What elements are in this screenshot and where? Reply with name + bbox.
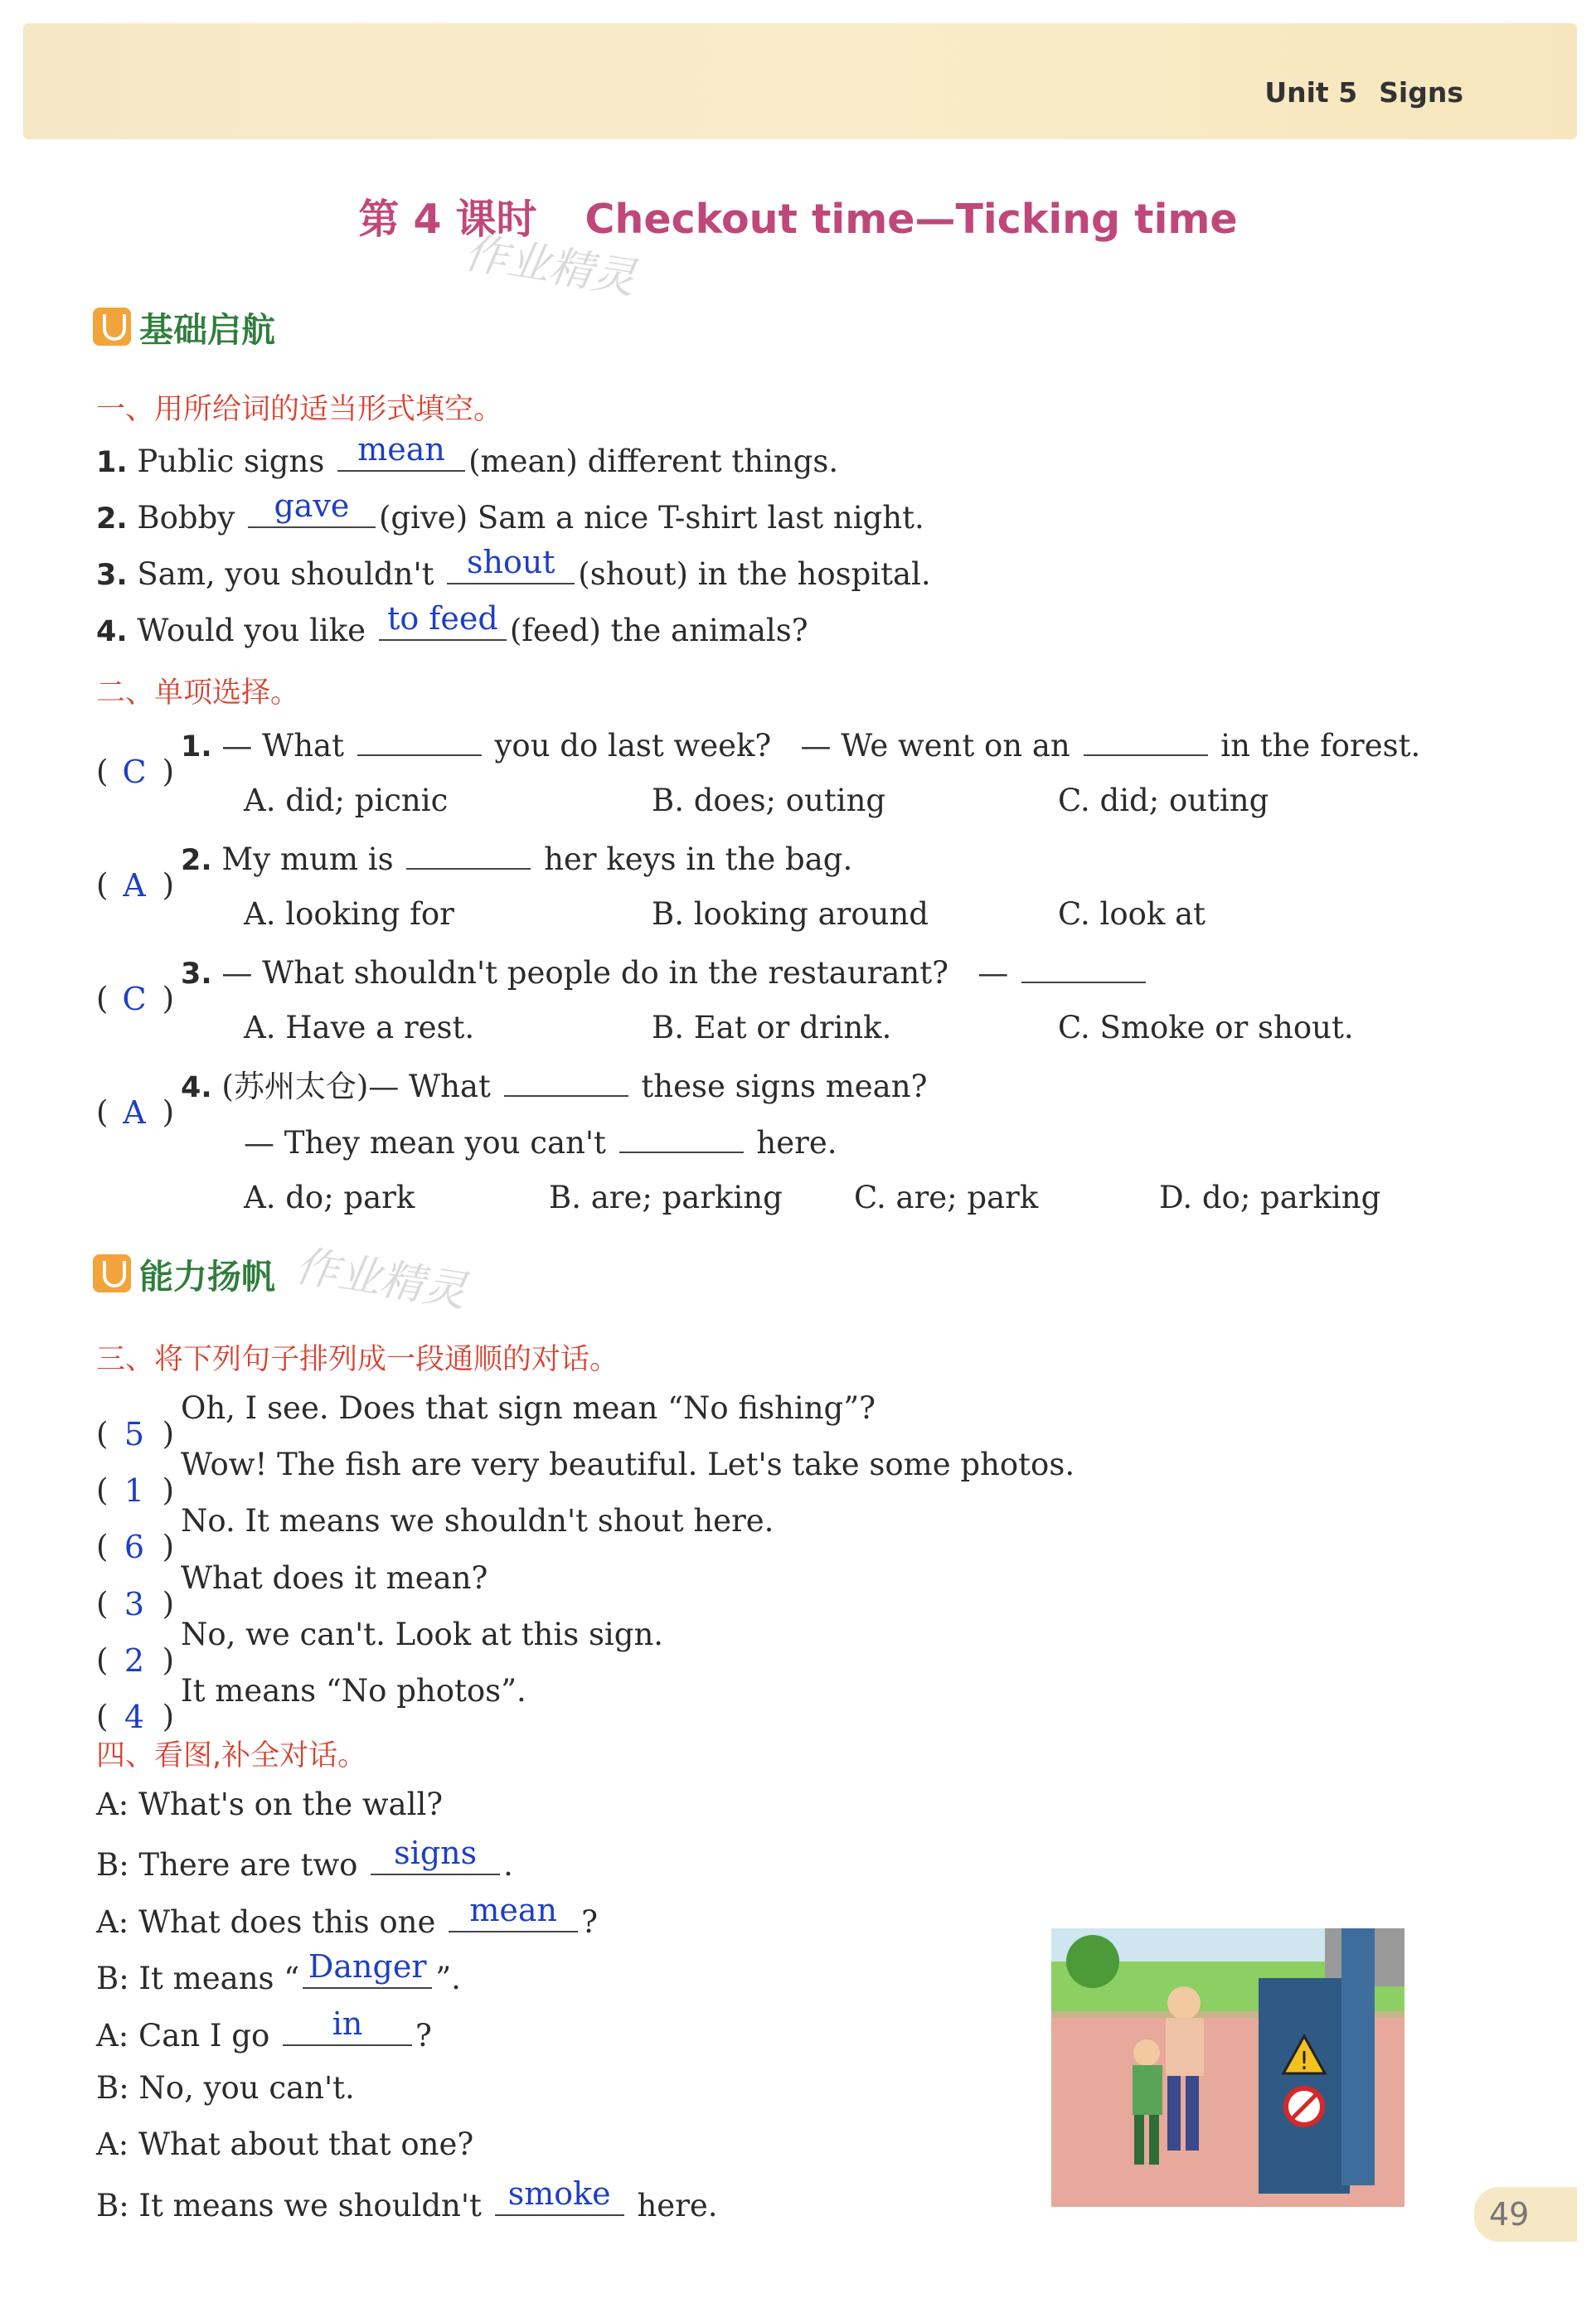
order-item-1: ( 5 ) Oh, I see. Does that sign mean “No fishing”? (96, 1390, 876, 1452)
part1-heading: 一、用所给词的适当形式填空。 (96, 393, 503, 426)
scene-svg (1051, 1928, 1404, 2207)
mc-option-4a[interactable]: A. do; park (244, 1180, 415, 1215)
mc-question-4: ( A ) 4. (苏州太仓)— What these signs mean? (96, 1069, 928, 1131)
dialogue-line-3: A: What does this one mean ? (96, 1892, 598, 1940)
answer-blank[interactable]: signs (371, 1845, 500, 1875)
svg-text:!: ! (1298, 2047, 1310, 2076)
mc-option-4b[interactable]: B. are; parking (549, 1180, 783, 1215)
mc-answer-2[interactable]: A (123, 867, 146, 904)
dialogue-line-8: B: It means we shouldn't smoke here. (96, 2175, 718, 2223)
dialogue-line-2: B: There are two signs . (96, 1835, 513, 1883)
section-ability-title: 能力扬帆 (139, 1256, 275, 1297)
order-item-3: ( 6 ) No. It means we shouldn't shout here. (96, 1503, 774, 1565)
order-item-2: ( 1 ) Wow! The fish are very beautiful. Let's take some photos. (96, 1447, 1075, 1509)
blank[interactable] (406, 840, 531, 870)
sail-icon (93, 1254, 131, 1292)
illustration-signs (1051, 1928, 1404, 2207)
lesson-number: 第 4 课时 (358, 196, 537, 243)
part4-heading: 四、看图,补全对话。 (96, 1739, 367, 1772)
dialogue-line-5: A: Can I go in ? (96, 2005, 432, 2054)
answer-blank[interactable]: gave (248, 498, 376, 528)
mc-option-2b[interactable]: B. looking around (652, 896, 929, 932)
lesson-title (0, 187, 1596, 245)
mc-option-2c[interactable]: C. look at (1058, 896, 1206, 932)
mc-option-2a[interactable]: A. looking for (244, 896, 454, 932)
mc-option-3a[interactable]: A. Have a rest. (244, 1010, 475, 1045)
dialogue-line-1: A: What's on the wall? (96, 1787, 444, 1822)
answer-blank[interactable]: Danger (303, 1959, 432, 1989)
answer-blank[interactable]: shout (447, 555, 575, 584)
lesson-topic: Checkout time—Ticking time (585, 196, 1238, 243)
part2-heading: 二、单项选择。 (96, 676, 300, 710)
blank[interactable] (1021, 953, 1146, 983)
mc-option-4c[interactable]: C. are; park (854, 1180, 1039, 1215)
anchor-icon (93, 308, 131, 346)
unit-number: Unit 5 (1264, 76, 1358, 109)
blank[interactable] (504, 1067, 628, 1097)
mc-option-3b[interactable]: B. Eat or drink. (652, 1010, 892, 1045)
answer-blank[interactable]: smoke (495, 2186, 624, 2216)
page-number: 49 (1474, 2187, 1577, 2242)
part1-item-2: 2. Bobby gave (give) Sam a nice T-shirt last night. (96, 487, 924, 536)
part3-heading: 三、将下列句子排列成一段通顺的对话。 (96, 1343, 619, 1376)
dialogue-line-4: B: It means “ Danger ”. (96, 1948, 461, 1996)
mc-answer-3[interactable]: C (122, 981, 147, 1017)
mc-option-1a[interactable]: A. did; picnic (244, 783, 449, 818)
order-item-6: ( 4 ) It means “No photos”. (96, 1673, 526, 1735)
mc-option-1c[interactable]: C. did; outing (1058, 783, 1269, 818)
mc-answer-4[interactable]: A (123, 1094, 146, 1131)
watermark: 作业精灵 (460, 228, 639, 304)
unit-title: Signs (1379, 76, 1463, 109)
blank[interactable] (357, 726, 482, 756)
blank[interactable] (619, 1123, 744, 1153)
order-item-4: ( 3 ) What does it mean? (96, 1560, 488, 1622)
dialogue-line-6: B: No, you can't. (96, 2070, 355, 2106)
answer-blank[interactable]: mean (449, 1903, 578, 1932)
section-ability (93, 1250, 275, 1297)
dialogue-line-7: A: What about that one? (96, 2126, 474, 2162)
answer-blank[interactable]: in (283, 2016, 412, 2046)
mc-option-4d[interactable]: D. do; parking (1159, 1180, 1381, 1215)
answer-blank[interactable]: to feed (379, 611, 507, 641)
unit-label (1264, 76, 1463, 109)
part1-item-3: 3. Sam, you shouldn't shout (shout) in the hospital. (96, 544, 931, 592)
part1-item-4: 4. Would you like to feed (feed) the animals? (96, 600, 808, 648)
part1-item-1: 1. Public signs mean (mean) different things. (96, 431, 839, 479)
mc-question-2: ( A ) 2. My mum is her keys in the bag. (96, 841, 853, 904)
blank[interactable] (1084, 726, 1208, 756)
mc-option-1b[interactable]: B. does; outing (652, 783, 886, 818)
section-basics (93, 303, 275, 350)
watermark: 作业精灵 (291, 1241, 470, 1317)
mc-answer-1[interactable]: C (122, 754, 147, 790)
mc-option-3c[interactable]: C. Smoke or shout. (1058, 1010, 1354, 1045)
answer-blank[interactable]: mean (337, 442, 465, 472)
mc-question-4-response: — They mean you can't here. (244, 1125, 837, 1161)
order-item-5: ( 2 ) No, we can't. Look at this sign. (96, 1617, 664, 1679)
mc-question-3: ( C ) 3. — What shouldn't people do in the restaurant? — (96, 953, 1149, 989)
mc-question-1: ( C ) 1. — What you do last week? — We went on an in the forest. (96, 728, 1421, 790)
section-basics-title: 基础启航 (139, 309, 275, 350)
